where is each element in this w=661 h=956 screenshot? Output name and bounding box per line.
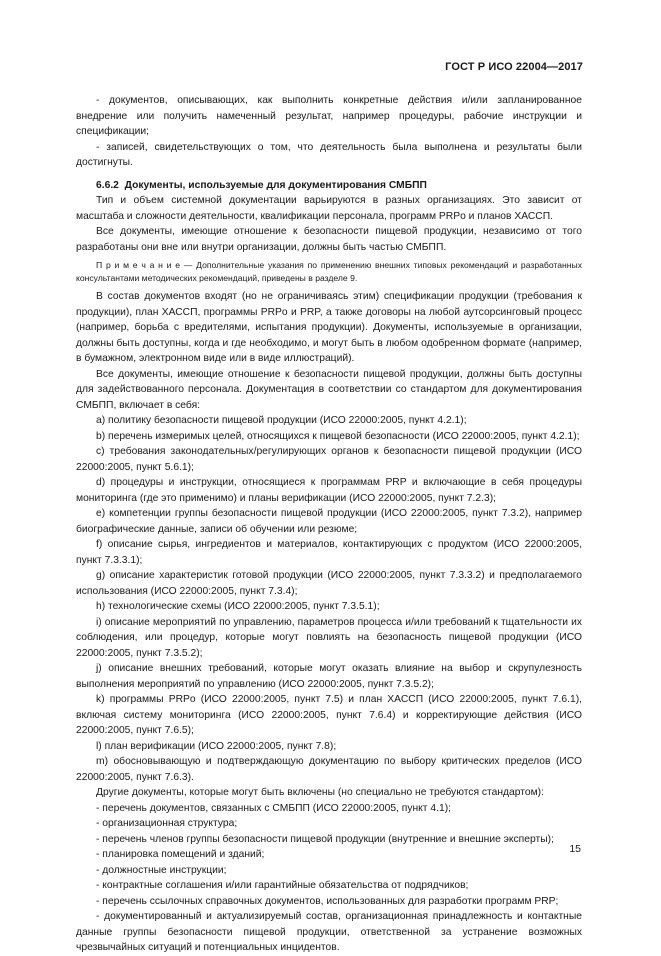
section-number: 6.6.2 <box>96 179 119 191</box>
section-title: Документы, используемые для документирования СМБПП <box>124 179 427 191</box>
dash-item-premises-layout: - планировка помещений и зданий; <box>96 849 265 860</box>
list-item-g: g) описание характеристик готовой продукции (ИСО 22000:2005, пункт 7.3.3.2) и предполагаемого использования (ИСО 22000:2005, пункт 7.3.4); <box>76 570 582 597</box>
dash-item-team-members: - перечень членов группы безопасности пищевой продукции (внутренние и внешние эксперты); <box>96 833 554 845</box>
list-item-c: c) требования законодательных/регулирующих органов к безопасности пищевой продукции (ИСО 22000:2005, пункт 5.6.1); <box>76 446 582 473</box>
paragraph-documentation-scope: Тип и объем системной документации варьируются в разных организациях. Это зависит от масштаба и сложности деятельности, квалификации персонала, программ PRPо и планов ХАССП. <box>76 195 582 222</box>
dash-item-job-instructions: - должностные инструкции; <box>96 864 227 876</box>
list-item-j: j) описание внешних требований, которые могут оказать влияние на выбор и скрупулезность выполнения мероприятий по управлению (ИСО 22000:2005, пункт 7.3.5.2); <box>76 663 582 690</box>
list-item-h: h) технологические схемы (ИСО 22000:2005, пункт 7.3.5.1); <box>96 601 380 612</box>
dash-item-reference-documents: - перечень ссылочных справочных документов, использованных для разработки программ PRP; <box>96 895 559 907</box>
note <box>76 259 582 285</box>
section-heading <box>76 178 582 194</box>
list-item-i: i) описание мероприятий по управлению, параметров процесса и/или требований к тщательности их соблюдения, или процедур, которые могут повлиять на безопасность пищевой продукции (ИСО 22000:2005, пункт 7.3.5.2); <box>76 616 582 659</box>
paragraph-other-documents: Другие документы, которые могут быть включены (но специально не требуются стандартом): <box>96 787 544 798</box>
intro-item-records: - записей, свидетельствующих о том, что деятельность была выполнена и результаты были достигнуты. <box>76 141 582 168</box>
list-item-a: a) политику безопасности пищевой продукции (ИСО 22000:2005, пункт 4.2.1); <box>96 415 467 426</box>
standard-header: ГОСТ Р ИСО 22004—2017 <box>445 61 583 73</box>
list-item-m: m) обосновывающую и подтверждающую документацию по выбору критических пределов (ИСО 22000:2005, пункт 7.6.3). <box>76 756 582 783</box>
paragraph-document-composition: В состав документов входят (но не ограничиваясь этим) спецификации продукции (требования к продукции), план ХАССП, программы PRPо и PRP, а также договоры на любой аутсорсинговый процесс (например, борьба с вредителями, испытания продукции). Документы, используемые в организации, должны быть доступны, когда и где необходимо, и могут быть в любом одобренном формате (например, в бумажном, электронном виде или в виде иллюстраций). <box>76 291 582 364</box>
list-item-b: b) перечень измеримых целей, относящихся к пищевой безопасности (ИСО 22000:2005, пункт 4.2.1); <box>96 430 580 442</box>
list-item-d: d) процедуры и инструкции, относящиеся к программам PRP и включающие в себя процедуры мониторинга (где это применимо) и планы верификации (ИСО 22000:2005, пункт 7.2.3); <box>76 477 582 504</box>
list-item-l: l) план верификации (ИСО 22000:2005, пункт 7.8); <box>96 740 337 752</box>
paragraph-documentation-includes: Все документы, имеющие отношение к безопасности пищевой продукции, должны быть доступны для задействованного персонала. Документация в соответствии со стандартом для документирования СМБПП, включает в себя: <box>76 368 582 411</box>
dash-item-contracts: - контрактные соглашения и/или гарантийные обязательства от подрядчиков; <box>96 880 469 891</box>
list-item-e: e) компетенции группы безопасности пищевой продукции (ИСО 22000:2005, пункт 7.3.2), например биографические данные, записи об обучении или резюме; <box>76 508 582 535</box>
paragraph-all-documents: Все документы, имеющие отношение к безопасности пищевой продукции, независимо от того разработаны они вне или внутри организации, должны быть частью СМБПП. <box>76 226 582 253</box>
note-label: П р и м е ч а н и е <box>96 260 181 270</box>
dash-item-emergency-team: - документированный и актуализируемый состав, организационная принадлежность и контактные данные группы безопасности пищевой продукции, ответственной за устранение возможных чрезвычайных ситуаций и потенциальных инцидентов. <box>76 911 582 953</box>
intro-item-procedures: - документов, описывающих, как выполнить конкретные действия и/или запланированное внедрение или получить намеченный результат, например процедуры, рабочие инструкции и спецификации; <box>76 95 582 137</box>
page-number: 15 <box>569 843 581 855</box>
page-content <box>76 93 582 956</box>
list-item-f: f) описание сырья, ингредиентов и материалов, контактирующих с продуктом (ИСО 22000:2005, пункт 7.3.3.1); <box>76 539 582 566</box>
list-item-k: k) программы PRPо (ИСО 22000:2005, пункт 7.5) и план ХАССП (ИСО 22000:2005, пункт 7.6.1), включая систему мониторинга (ИСО 22000:2005, пункт 7.6.4) и корректирующие действия (ИСО 22000:2005, пункт 7.6.5); <box>76 694 582 736</box>
dash-item-org-structure: - организационная структура; <box>96 818 238 829</box>
dash-item-document-list: - перечень документов, связанных с СМБПП (ИСО 22000:2005, пункт 4.1); <box>96 802 451 814</box>
note-text: — Дополнительные указания по применению внешних типовых рекомендаций и разработанных консультантами методических рекомендаций, приведены в разделе 9. <box>76 260 582 283</box>
